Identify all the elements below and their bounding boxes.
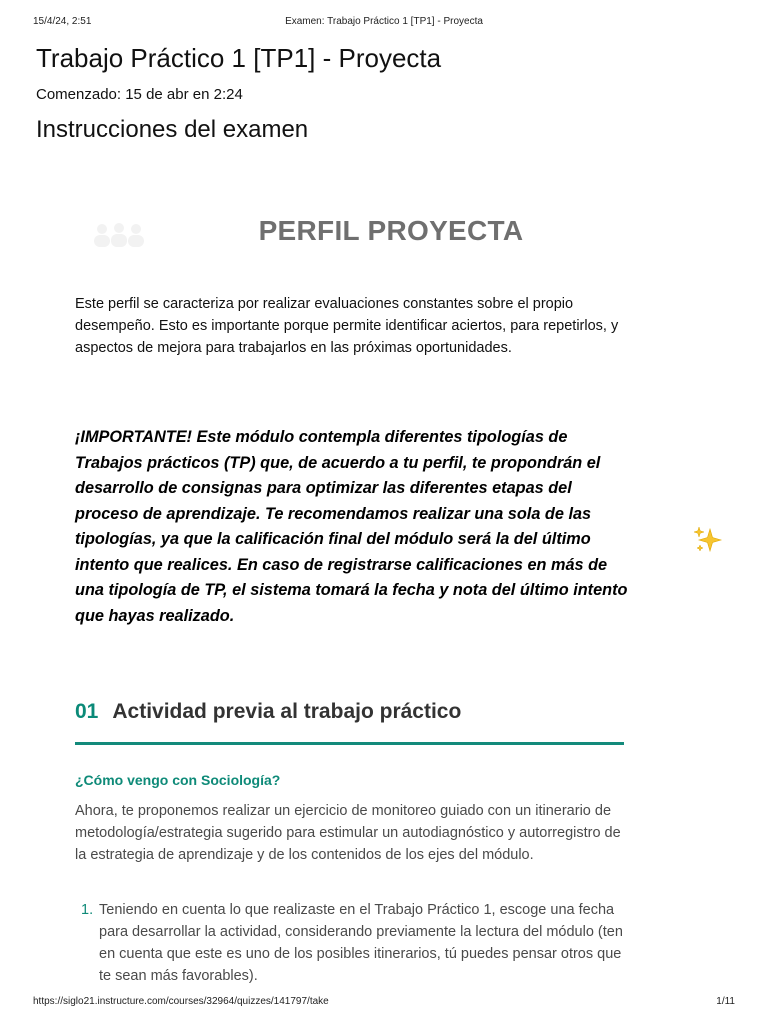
print-date: 15/4/24, 2:51	[33, 16, 92, 27]
activity-intro: Ahora, te proponemos realizar un ejercicio de monitoreo guiado con un itinerario de metodología/estrategia sugerido para estimular un autodiagnóstico y autorregistro de la estrategia de aprendizaje y de los contenidos de los ejes del módulo.	[75, 803, 621, 863]
list-item	[75, 899, 635, 987]
banner-title: PERFIL PROYECTA	[258, 215, 524, 246]
activity-number: 01	[75, 700, 99, 723]
page-url[interactable]: https://siglo21.instructure.com/courses/32964/quizzes/141797/take	[33, 996, 329, 1007]
print-document-title: Examen: Trabajo Práctico 1 [TP1] - Proyecta	[285, 16, 483, 27]
activity-subheading: ¿Cómo vengo con Sociología?	[75, 772, 281, 788]
started-timestamp: Comenzado: 15 de abr en 2:24	[36, 86, 243, 103]
important-notice: ¡IMPORTANTE! Este módulo contempla diferentes tipologías de Trabajos prácticos (TP) que, de acuerdo a tu perfil, te propondrán el desarrollo de consignas para optimizar las diferentes etapas del proceso de aprendizaje. Te recomendamos realizar una sola de las tipologías, ya que la calificación final del módulo será la del último intento que realices. En caso de registrarse calificaciones en más de una tipología de TP, el sistema tomará la fecha y nota del último intento que hayas realizado.	[75, 428, 628, 625]
print-footer	[33, 996, 735, 1010]
profile-description: Este perfil se caracteriza por realizar evaluaciones constantes sobre el propio desempeño. Esto es importante porque permite identificar aciertos, para repetirlos, y aspectos de mejora para trabajarlos en las próximas oportunidades.	[75, 296, 619, 356]
sparkles-icon	[692, 524, 724, 556]
instructions-heading: Instrucciones del examen	[36, 116, 309, 143]
activity-steps	[75, 899, 635, 987]
page-counter: 1/11	[716, 996, 735, 1007]
step-number: 1.	[81, 902, 94, 918]
print-header	[33, 16, 735, 30]
step-text: Teniendo en cuenta lo que realizaste en el Trabajo Práctico 1, escoge una fecha para desarrollar la actividad, considerando previamente la lectura del módulo (ten en cuenta que este es uno de los posibles itinerarios, tú puedes pensar otros que te sean más favorables).	[99, 902, 623, 984]
activity-divider	[75, 742, 624, 745]
activity-title: Actividad previa al trabajo práctico	[112, 700, 462, 723]
page-title: Trabajo Práctico 1 [TP1] - Proyecta	[36, 43, 442, 73]
activity-heading	[75, 697, 461, 727]
